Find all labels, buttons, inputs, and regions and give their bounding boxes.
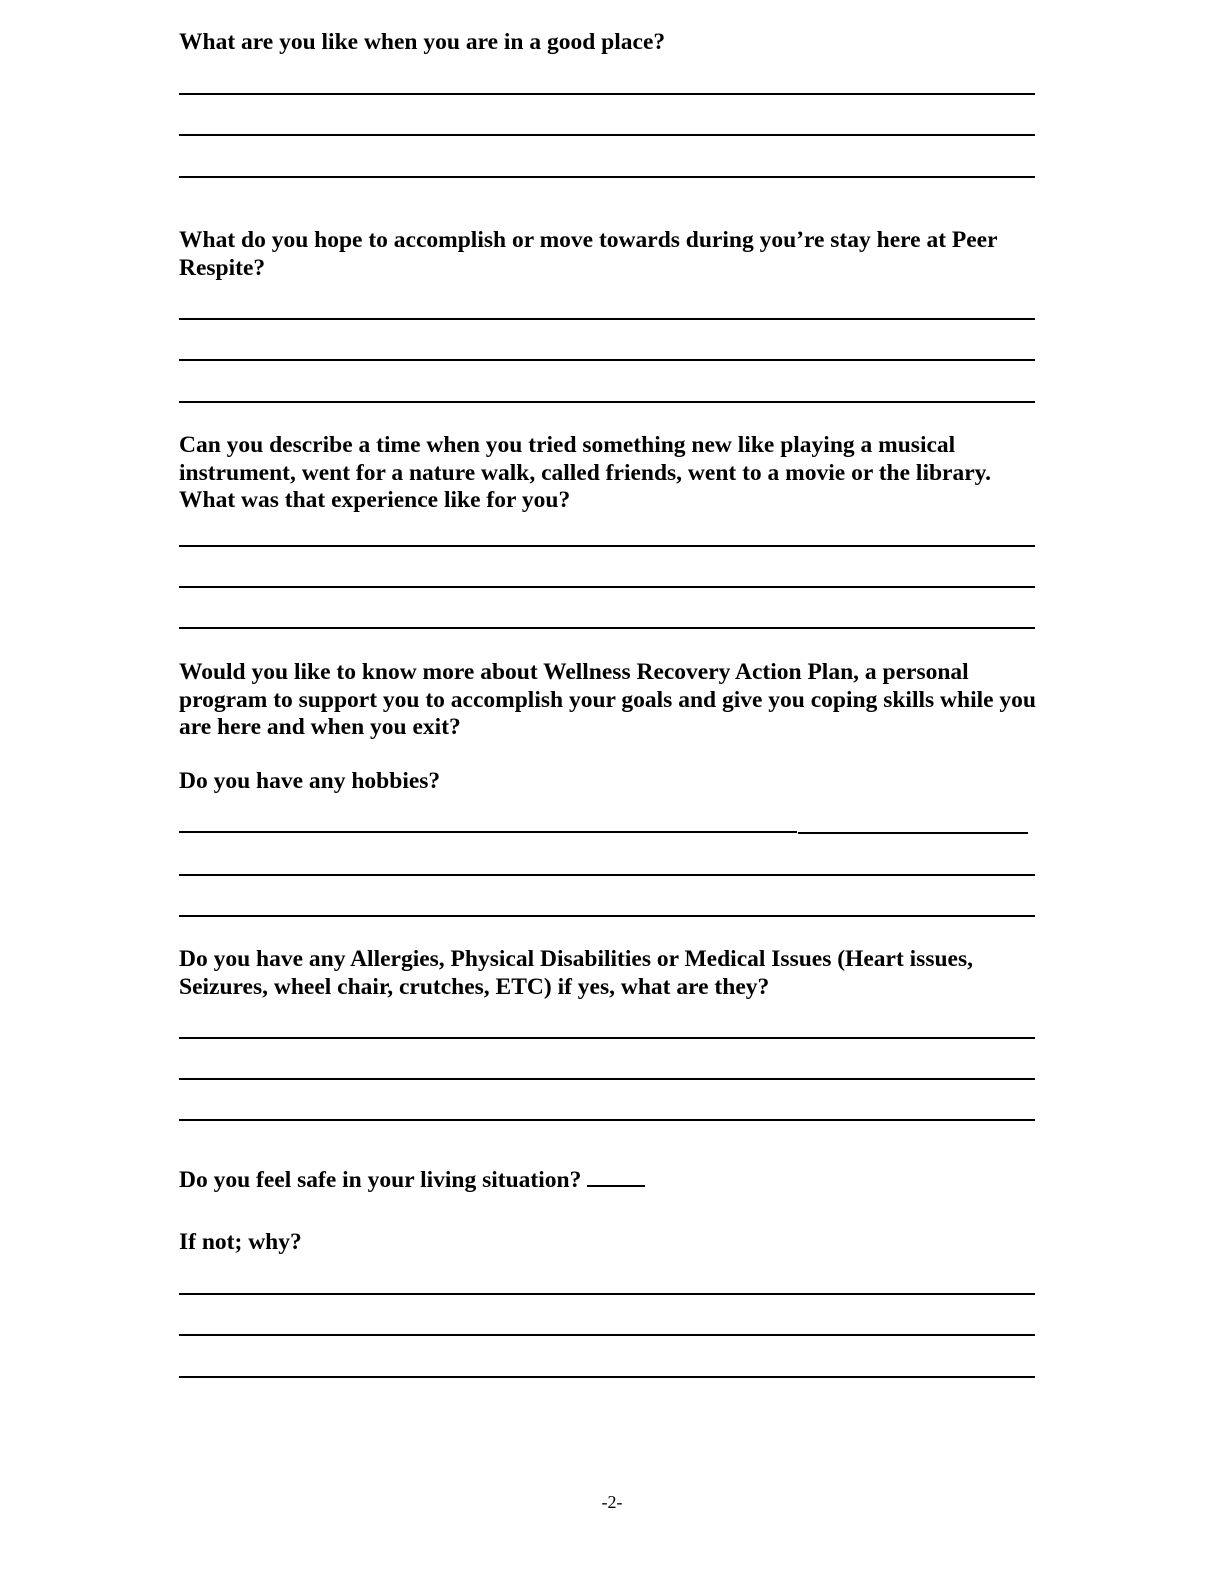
question-good-place: What are you like when you are in a good place?: [179, 29, 666, 55]
answer-line[interactable]: [179, 1293, 1035, 1295]
safe-answer-blank[interactable]: [587, 1165, 645, 1187]
answer-line[interactable]: [179, 915, 1035, 917]
question-if-not-why: If not; why?: [179, 1229, 302, 1255]
answer-line[interactable]: [179, 1376, 1035, 1378]
answer-line[interactable]: [179, 176, 1035, 178]
page-number: -2-: [601, 1492, 623, 1512]
answer-line[interactable]: [179, 359, 1035, 361]
question-medical-issues: Do you have any Allergies, Physical Disabilities or Medical Issues (Heart issues, Seizures, wheel chair, crutches, ETC) if yes, what are they?: [179, 946, 973, 1000]
answer-line[interactable]: [179, 1078, 1035, 1080]
question-feel-safe-text: Do you feel safe in your living situation?: [179, 1167, 582, 1193]
answer-line[interactable]: [798, 832, 1028, 834]
answer-line[interactable]: [179, 1334, 1035, 1336]
question-hobbies: Do you have any hobbies?: [179, 768, 441, 794]
question-new-experience: Can you describe a time when you tried something new like playing a musical instrument, went for a nature walk, called friends, went to a movie or the library. What was that experience like for you?: [179, 432, 991, 513]
answer-line[interactable]: [179, 627, 1035, 629]
answer-line[interactable]: [179, 874, 1035, 876]
answer-line[interactable]: [179, 134, 1035, 136]
answer-line[interactable]: [179, 318, 1035, 320]
question-wrap-plan: Would you like to know more about Wellness Recovery Action Plan, a personal program to support you to accomplish your goals and give you coping skills while you are here and when you exit?: [179, 659, 1037, 740]
question-accomplish-goals: What do you hope to accomplish or move towards during you’re stay here at Peer Respite?: [179, 227, 998, 281]
answer-line[interactable]: [179, 1037, 1035, 1039]
answer-line[interactable]: [179, 831, 797, 833]
answer-line[interactable]: [179, 545, 1035, 547]
answer-line[interactable]: [179, 401, 1035, 403]
answer-line[interactable]: [179, 586, 1035, 588]
answer-line[interactable]: [179, 93, 1035, 95]
answer-line[interactable]: [179, 1119, 1035, 1121]
question-feel-safe: [179, 1165, 1039, 1195]
